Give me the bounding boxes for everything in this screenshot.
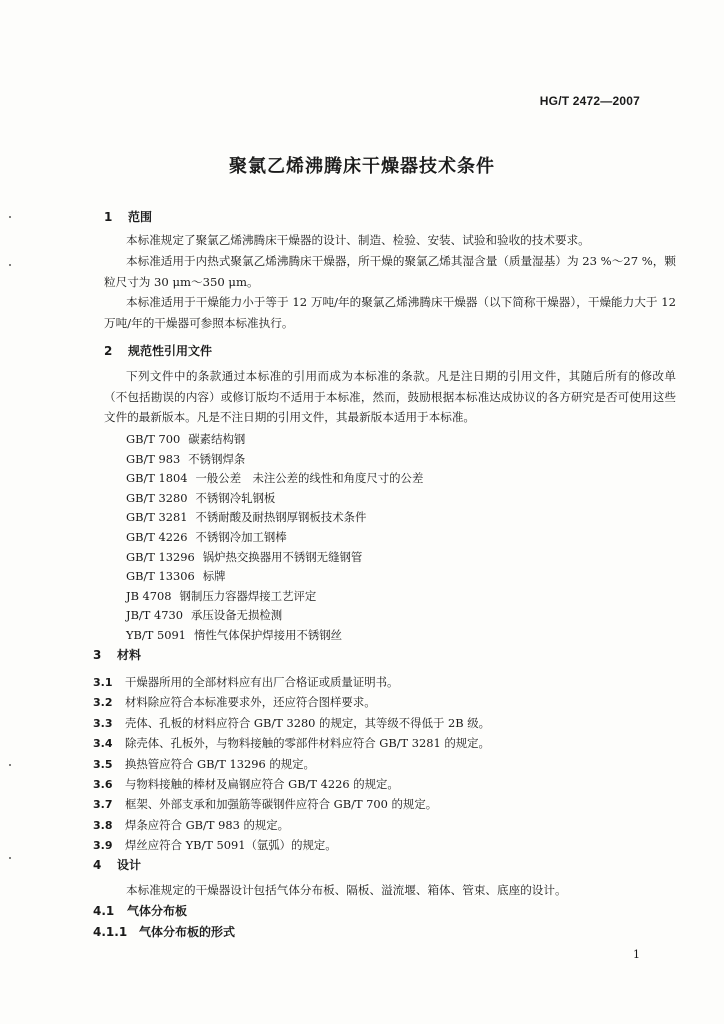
material-item [93, 835, 490, 855]
reference-name: 不锈钢冷加工钢棒 [195, 529, 287, 544]
section-number: 4 [93, 858, 102, 872]
material-list [93, 672, 490, 856]
clause-text: 焊条应符合 GB/T 983 的规定。 [125, 817, 290, 832]
reference-code: GB/T 13306 [126, 569, 195, 584]
document-title: 聚氯乙烯沸腾床干燥器技术条件 [229, 156, 495, 177]
clause-number: 3.4 [93, 737, 113, 751]
clause-text: 框架、外部支承和加强筋等碳钢件应符合 GB/T 700 的规定。 [125, 797, 438, 812]
reference-item [126, 508, 423, 528]
reference-item [126, 528, 423, 548]
section-title: 规范性引用文件 [128, 344, 213, 358]
reference-item [126, 489, 423, 509]
material-item [93, 692, 490, 712]
reference-code: GB/T 13296 [126, 549, 195, 564]
section-number: 2 [104, 344, 113, 358]
clause-number: 3.2 [93, 696, 113, 710]
reference-item [126, 548, 423, 568]
reference-name: 锅炉热交换器用不锈钢无缝钢管 [202, 549, 363, 564]
reference-code: GB/T 700 [126, 432, 181, 446]
reference-item [126, 626, 423, 646]
reference-name: 惰性气体保护焊接用不锈钢丝 [193, 627, 343, 642]
reference-code: JB/T 4730 [126, 608, 183, 623]
clause-number: 3.3 [93, 716, 113, 730]
section-4-heading [93, 856, 141, 873]
reference-item [126, 469, 423, 489]
section-2-heading [104, 342, 212, 359]
reference-code: GB/T 4226 [126, 529, 188, 544]
subsection-4-1-heading [93, 902, 187, 919]
clause-number: 3.6 [93, 777, 113, 791]
reference-name: 标牌 [202, 569, 226, 584]
reference-code: JB 4708 [126, 588, 172, 603]
reference-item [126, 430, 423, 450]
clause-number: 3.9 [93, 839, 113, 853]
material-item [93, 754, 490, 774]
reference-code: GB/T 1804 [126, 471, 188, 486]
clause-text: 壳体、孔板的材料应符合 GB/T 3280 的规定，其等级不得低于 2B 级。 [125, 715, 490, 730]
clause-number: 3.8 [93, 818, 113, 832]
clause-text: 除壳体、孔板外，与物料接触的零部件材料应符合 GB/T 3281 的规定。 [125, 736, 490, 751]
section-1-paragraph-3: 本标准适用于干燥能力小于等于 12 万吨/年的聚氯乙烯沸腾床干燥器（以下简称干燥器），干燥能力大于 12 万吨/年的干燥器可参照本标准执行。 [104, 295, 676, 330]
section-number: 1 [104, 210, 113, 224]
clause-text: 与物料接触的棒材及扁钢应符合 GB/T 4226 的规定。 [125, 776, 399, 791]
scan-speck [9, 857, 11, 859]
clause-number: 3.1 [93, 676, 113, 689]
section-1-paragraph-1: 本标准规定了聚氯乙烯沸腾床干燥器的设计、制造、检验、安装、试验和验收的技术要求。 [126, 233, 590, 247]
clause-text: 换热管应符合 GB/T 13296 的规定。 [125, 756, 315, 771]
reference-item [126, 587, 423, 607]
section-1-paragraph-2: 本标准适用于内热式聚氯乙烯沸腾床干燥器，所干燥的聚氯乙烯其湿含量（质量湿基）为 23 %～27 %，颗粒尺寸为 30 μm～350 μm。 [104, 254, 676, 289]
reference-code: GB/T 3281 [126, 510, 188, 525]
clause-text: 材料除应符合本标准要求外，还应符合图样要求。 [125, 695, 376, 710]
subsection-number: 4.1 [93, 904, 115, 918]
subsection-title: 气体分布板的形式 [139, 925, 236, 939]
clause-text: 干燥器所用的全部材料应有出厂合格证或质量证明书。 [125, 675, 399, 689]
section-4-paragraph: 本标准规定的干燥器设计包括气体分布板、隔板、溢流堰、箱体、管束、底座的设计。 [126, 883, 567, 897]
reference-name: 钢制压力容器焊接工艺评定 [179, 588, 317, 603]
material-item [93, 733, 490, 753]
scan-speck [9, 216, 11, 218]
section-title: 范围 [128, 210, 153, 224]
reference-name: 不锈耐酸及耐热钢厚钢板技术条件 [195, 510, 367, 525]
section-3-heading [93, 646, 141, 663]
section-1-heading [104, 208, 152, 225]
reference-item [126, 450, 423, 470]
reference-code: YB/T 5091 [126, 627, 186, 642]
reference-list [126, 430, 423, 646]
clause-text: 焊丝应符合 YB/T 5091（氩弧）的规定。 [125, 838, 337, 853]
section-2-paragraph: 下列文件中的条款通过本标准的引用而成为本标准的条款。凡是注日期的引用文件，其随后所有的修改单（不包括勘误的内容）或修订版均不适用于本标准，然而，鼓励根据本标准达成协议的各方研究是否可使用这些文件的最新版本。凡是不注日期的引用文件，其最新版本适用于本标准。 [104, 369, 676, 424]
subsection-title: 气体分布板 [127, 904, 188, 918]
reference-name: 不锈钢冷轧钢板 [195, 490, 276, 505]
subsection-4-1-1-heading [93, 923, 235, 940]
subsection-number: 4.1.1 [93, 925, 128, 939]
material-item [93, 713, 490, 733]
reference-name: 一般公差 未注公差的线性和角度尺寸的公差 [195, 471, 424, 486]
reference-name: 承压设备无损检测 [190, 608, 283, 623]
material-item [93, 774, 490, 794]
reference-name: 不锈钢焊条 [188, 451, 246, 466]
material-item [93, 672, 490, 692]
reference-item [126, 567, 423, 587]
material-item [93, 794, 490, 814]
material-item [93, 815, 490, 835]
reference-name: 碳素结构钢 [188, 432, 246, 446]
reference-item [126, 606, 423, 626]
clause-number: 3.5 [93, 757, 113, 771]
clause-number: 3.7 [93, 798, 113, 812]
page-number: 1 [633, 948, 640, 961]
reference-code: GB/T 3280 [126, 490, 188, 505]
scan-speck [9, 764, 11, 766]
section-title: 设计 [117, 858, 142, 872]
reference-code: GB/T 983 [126, 451, 181, 466]
section-title: 材料 [117, 648, 142, 662]
section-number: 3 [93, 648, 102, 662]
scan-speck [9, 264, 11, 266]
standard-code: HG/T 2472—2007 [539, 94, 640, 108]
